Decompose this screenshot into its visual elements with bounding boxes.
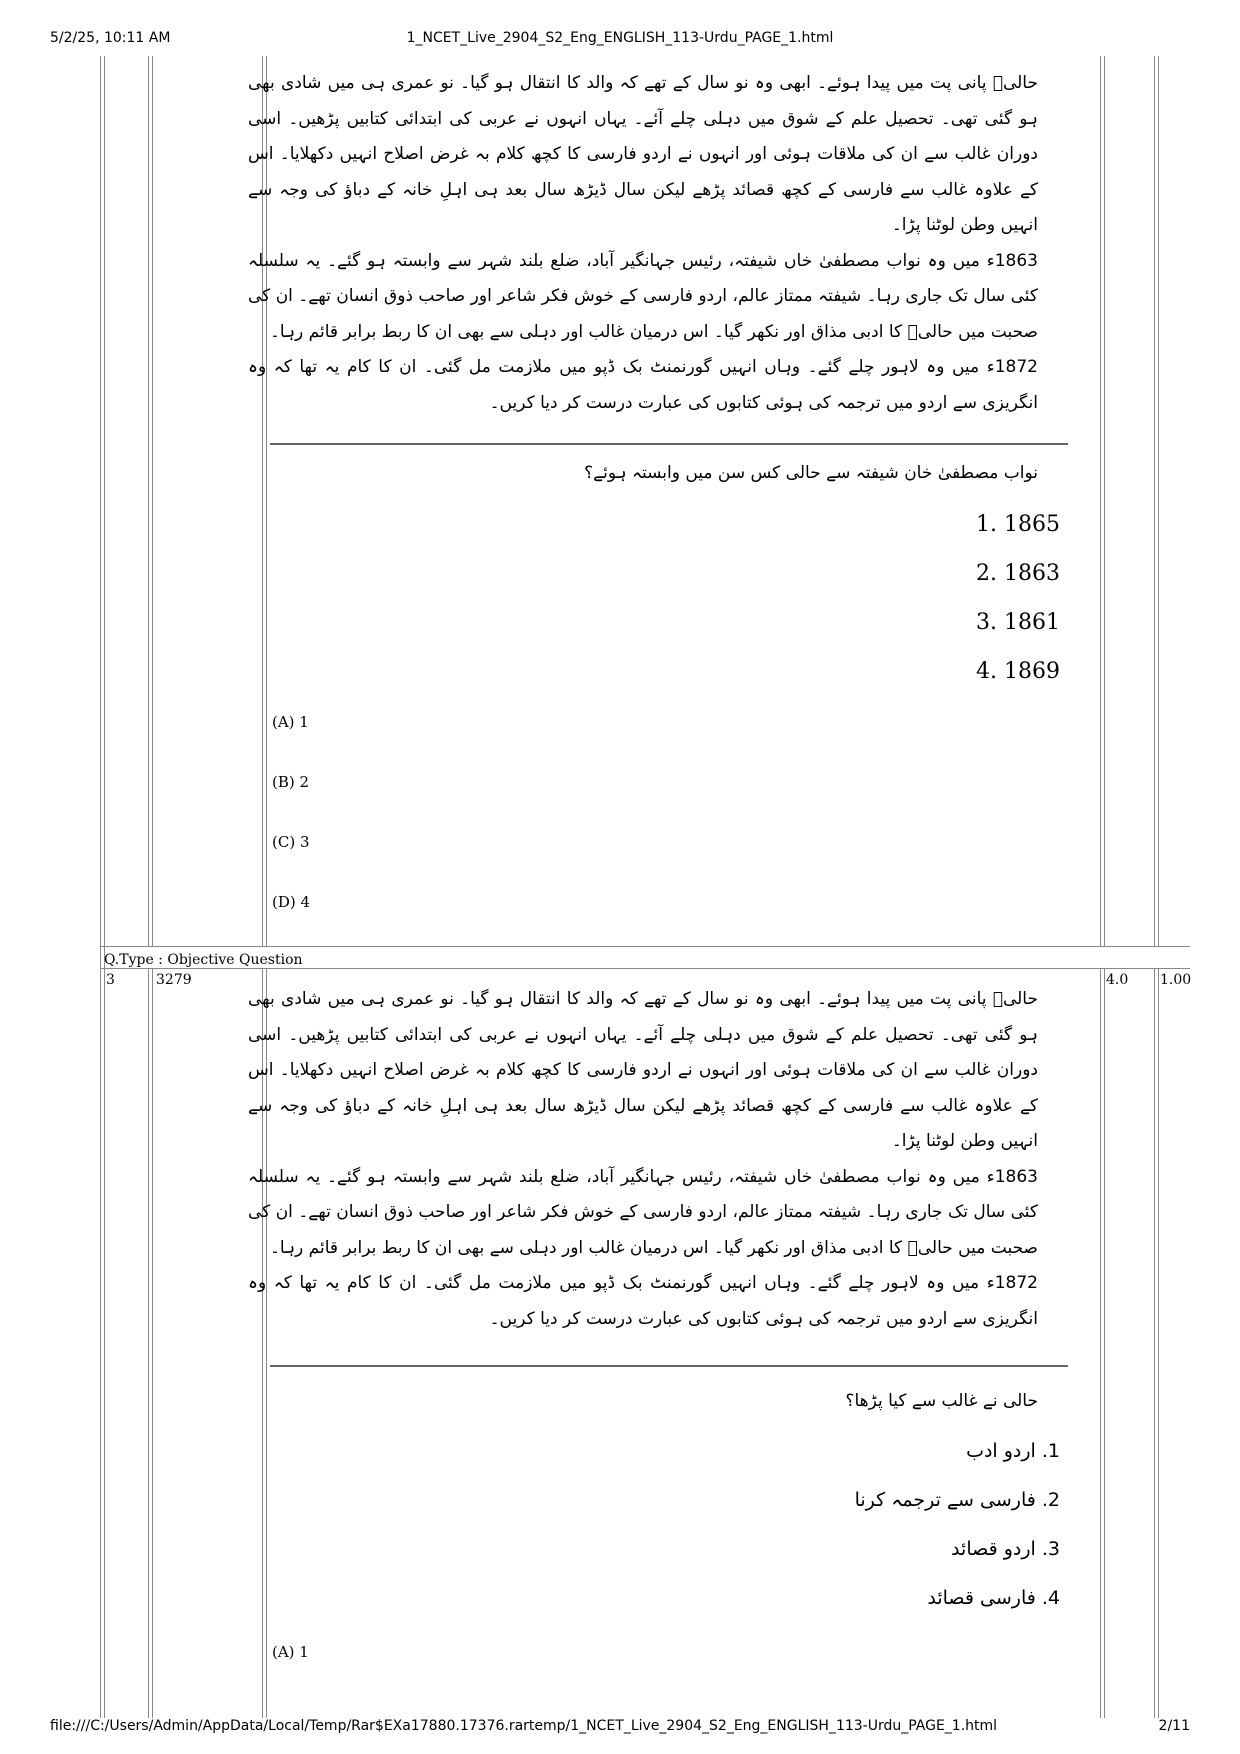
option-2: 2. فارسی سے ترجمہ کرنا	[854, 1489, 1060, 1511]
answer-choice-a: (A) 1	[272, 713, 309, 731]
answer-choice-a: (A) 1	[272, 1643, 309, 1661]
column-divider-marks-right-2	[1154, 968, 1155, 1718]
print-page-title: 1_NCET_Live_2904_S2_Eng_ENGLISH_113-Urdu_PAGE_1.html	[406, 30, 834, 46]
table-border-left-outer	[100, 56, 101, 1718]
option-3: 1861 .3	[976, 610, 1060, 635]
print-header	[0, 30, 1240, 54]
passage-separator	[270, 1365, 1068, 1367]
column-divider-neg	[1158, 56, 1159, 946]
column-divider-sno-2b	[152, 968, 153, 1718]
option-3: 3. اردو قصائد	[951, 1538, 1060, 1560]
passage-separator	[270, 443, 1068, 445]
option-4: 1869 .4	[976, 659, 1060, 684]
column-divider-sno	[148, 56, 149, 946]
option-1: 1. اردو ادب	[966, 1440, 1060, 1462]
column-divider-question-right-2	[1100, 968, 1101, 1718]
column-divider-question-right	[1100, 56, 1101, 946]
option-1: 1865 .1	[976, 512, 1060, 537]
serial-number: 3	[106, 972, 115, 988]
answer-choice-b: (B) 2	[272, 773, 310, 791]
question-text: نواب مصطفیٰ خان شیفتہ سے حالی کس سن میں وابستہ ہوئے؟	[584, 463, 1038, 483]
marks: 4.0	[1106, 972, 1129, 988]
question-text: حالی نے غالب سے کیا پڑھا؟	[845, 1391, 1038, 1411]
passage-1	[248, 66, 1038, 421]
column-divider-sno-2	[148, 968, 149, 1718]
passage-2	[248, 982, 1038, 1337]
print-file-path: file:///C:/Users/Admin/AppData/Local/Temp/Rar$EXa17880.17376.rartemp/1_NCET_Live_2904_S2_Eng_ENGLISH_113-Urdu_PAGE_1.html	[50, 1718, 998, 1734]
table-border-left-inner	[104, 56, 105, 1718]
answer-choice-d: (D) 4	[272, 893, 311, 911]
question-id: 3279	[156, 972, 192, 988]
answer-choice-c: (C) 3	[272, 833, 310, 851]
option-2: 1863 .2	[976, 561, 1060, 586]
passage-paragraph: حالیؔ پانی پت میں پیدا ہوئے۔ ابھی وہ نو سال کے تھے کہ والد کا انتقال ہو گیا۔ نو عمری ہی میں شادی بھی ہو گئی تھی۔ تحصیل علم کے شوق میں دہلی چلے آئے۔ یہاں انہوں نے عربی کی ابتدائی کتابیں پڑھیں۔ اسی دوران غالب سے ان کی ملاقات ہوئی اور انہوں نے اردو فارسی کا کچھ کلام بہ غرض اصلاح انہیں دکھلایا۔ اس کے علاوہ غالب سے فارسی کے کچھ قصائد پڑھے لیکن سال ڈیڑھ سال بعد ہی اہلِ خانہ کے دباؤ کی وجہ سے انہیں وطن لوٹنا پڑا۔	[248, 73, 1038, 235]
passage-paragraph: 1872ء میں وہ لاہور چلے گئے۔ وہاں انہیں گورنمنٹ بک ڈپو میں ملازمت مل گئی۔ ان کا کام یہ تھا کہ وہ انگریزی سے اردو میں ترجمہ کی ہوئی کتابوں کی عبارت درست کر دیا کریں۔	[248, 357, 1038, 413]
row-divider-1	[100, 946, 1190, 947]
option-4: 4. فارسی قصائد	[927, 1587, 1060, 1609]
column-divider-marks-2	[1104, 968, 1105, 1718]
passage-paragraph: 1863ء میں وہ نواب مصطفیٰ خاں شیفتہ، رئیس جہانگیر آباد، ضلع بلند شہر سے وابستہ ہو گئے۔ یہ سلسلہ کئی سال تک جاری رہا۔ شیفتہ ممتاز عالم، اردو فارسی کے خوش فکر شاعر اور صاحب ذوق انسان تھے۔ ان کی صحبت میں حالیؔ کا ادبی مذاق اور نکھر گیا۔ اس درمیان غالب اور دہلی سے بھی ان کا ربط برابر قائم رہا۔	[248, 250, 1038, 342]
column-divider-sno-b	[152, 56, 153, 946]
passage-paragraph: 1863ء میں وہ نواب مصطفیٰ خاں شیفتہ، رئیس جہانگیر آباد، ضلع بلند شہر سے وابستہ ہو گئے۔ یہ سلسلہ کئی سال تک جاری رہا۔ شیفتہ ممتاز عالم، اردو فارسی کے خوش فکر شاعر اور صاحب ذوق انسان تھے۔ ان کی صحبت میں حالیؔ کا ادبی مذاق اور نکھر گیا۔ اس درمیان غالب اور دہلی سے بھی ان کا ربط برابر قائم رہا۔	[248, 1166, 1038, 1258]
passage-paragraph: 1872ء میں وہ لاہور چلے گئے۔ وہاں انہیں گورنمنٹ بک ڈپو میں ملازمت مل گئی۔ ان کا کام یہ تھا کہ وہ انگریزی سے اردو میں ترجمہ کی ہوئی کتابوں کی عبارت درست کر دیا کریں۔	[248, 1273, 1038, 1329]
column-divider-marks	[1104, 56, 1105, 946]
print-page-number: 2/11	[1158, 1718, 1190, 1734]
passage-paragraph: حالیؔ پانی پت میں پیدا ہوئے۔ ابھی وہ نو سال کے تھے کہ والد کا انتقال ہو گیا۔ نو عمری ہی میں شادی بھی ہو گئی تھی۔ تحصیل علم کے شوق میں دہلی چلے آئے۔ یہاں انہوں نے عربی کی ابتدائی کتابیں پڑھیں۔ اسی دوران غالب سے ان کی ملاقات ہوئی اور انہوں نے اردو فارسی کا کچھ کلام بہ غرض اصلاح انہیں دکھلایا۔ اس کے علاوہ غالب سے فارسی کے کچھ قصائد پڑھے لیکن سال ڈیڑھ سال بعد ہی اہلِ خانہ کے دباؤ کی وجہ سے انہیں وطن لوٹنا پڑا۔	[248, 989, 1038, 1151]
print-footer	[0, 1718, 1240, 1740]
question-type-label: Q.Type : Objective Question	[104, 952, 303, 968]
print-datetime: 5/2/25, 10:11 AM	[50, 30, 171, 46]
negative-marks: 1.00	[1160, 972, 1192, 988]
row-divider-2	[100, 968, 1190, 969]
column-divider-marks-right	[1154, 56, 1155, 946]
column-divider-neg-2	[1158, 968, 1159, 1718]
